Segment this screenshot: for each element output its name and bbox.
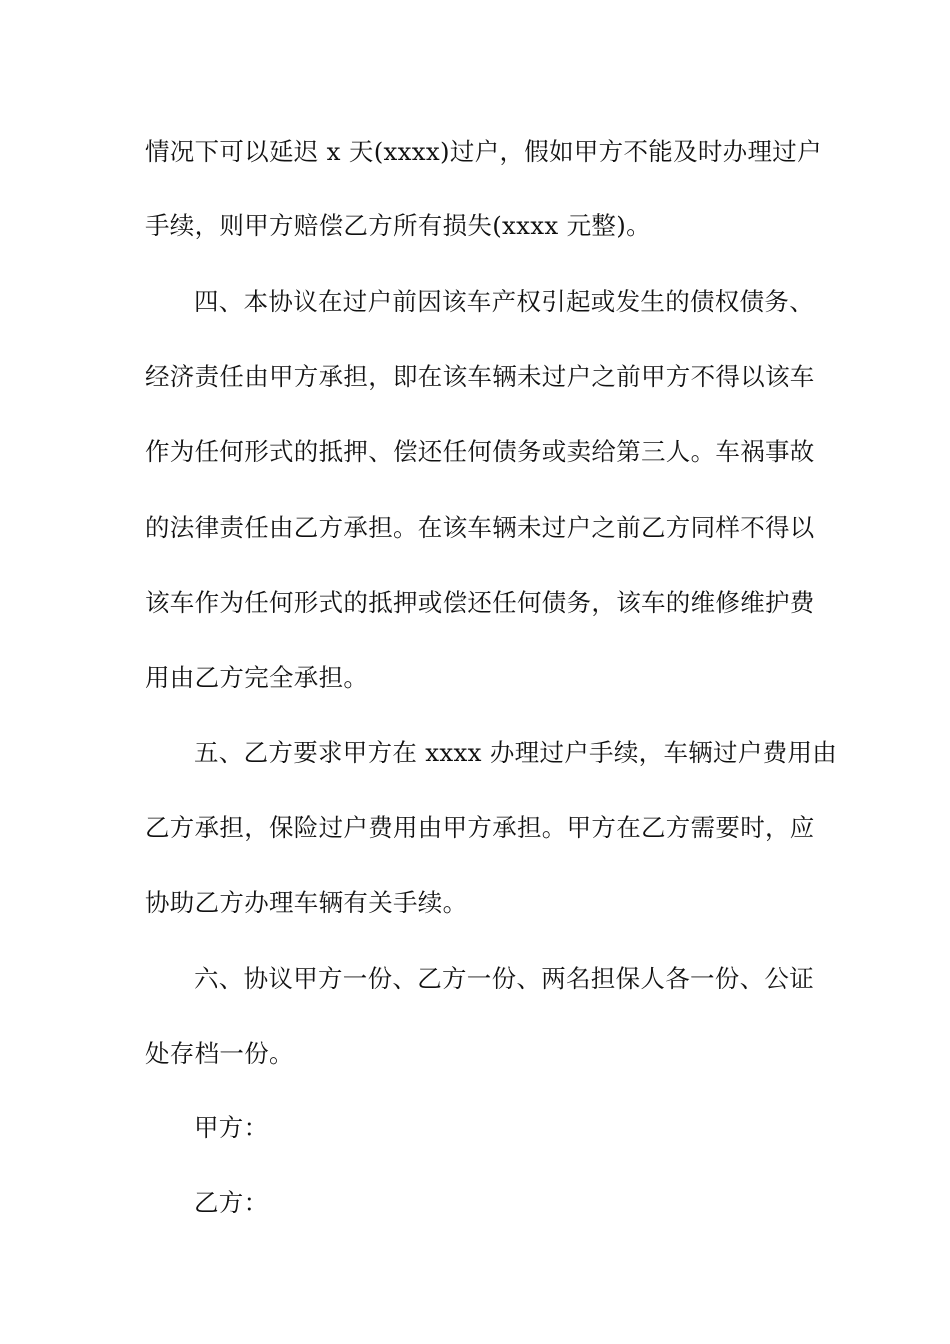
clause-4-line-6: 用由乙方完全承担。 [145, 663, 369, 692]
clause-3-line-3: 手续，则甲方赔偿乙方所有损失(xxxx 元整)。 [145, 211, 651, 240]
clause-4-line-4: 的法律责任由乙方承担。在该车辆未过户之前乙方同样不得以 [145, 513, 815, 542]
party-a-signature-label: 甲方： [194, 1113, 269, 1142]
party-b-signature-label: 乙方： [194, 1188, 269, 1217]
clause-5-line-2: 乙方承担，保险过户费用由甲方承担。甲方在乙方需要时，应 [145, 813, 815, 842]
clause-4-line-1: 四、本协议在过户前因该车产权引起或发生的债权债务、 [194, 287, 814, 316]
clause-4-line-5: 该车作为任何形式的抵押或偿还任何债务，该车的维修维护费 [145, 588, 815, 617]
clause-4-line-3: 作为任何形式的抵押、偿还任何债务或卖给第三人。车祸事故 [145, 437, 815, 466]
clause-5-line-3: 协助乙方办理车辆有关手续。 [145, 888, 468, 917]
clause-6-line-2: 处存档一份。 [145, 1039, 294, 1068]
clause-6-line-1: 六、协议甲方一份、乙方一份、两名担保人各一份、公证 [194, 964, 814, 993]
clause-4-line-2: 经济责任由甲方承担，即在该车辆未过户之前甲方不得以该车 [145, 362, 815, 391]
clause-5-line-1: 五、乙方要求甲方在 xxxx 办理过户手续，车辆过户费用由 [194, 738, 838, 767]
clause-3-line-2: 情况下可以延迟 x 天(xxxx)过户，假如甲方不能及时办理过户 [145, 137, 822, 166]
